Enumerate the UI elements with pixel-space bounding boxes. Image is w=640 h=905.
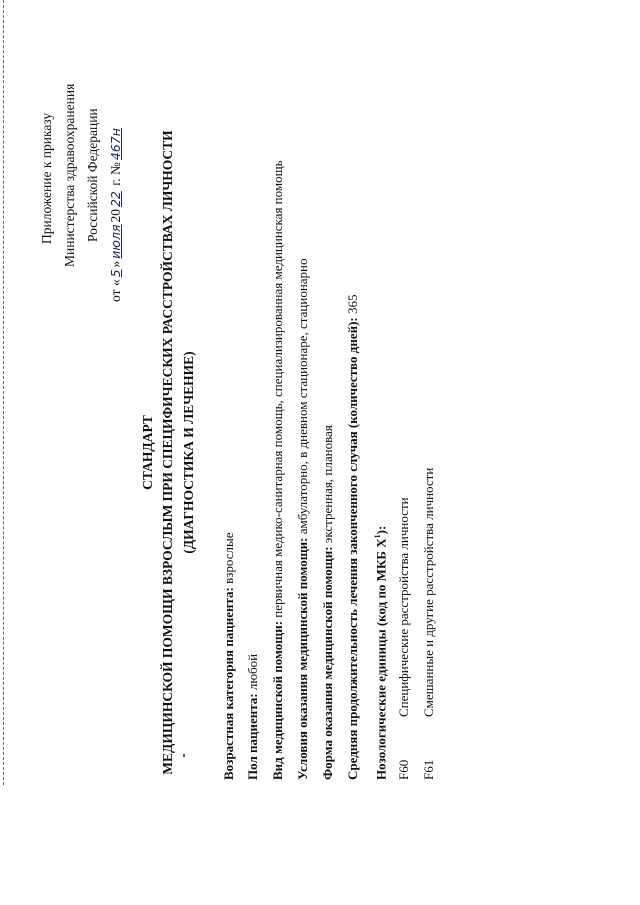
field-label: Вид медицинской помощи: (270, 620, 285, 780)
order-year-handwritten: 22 (108, 191, 123, 208)
nosology-label-end: ): (373, 525, 389, 535)
appendix-order-line (108, 126, 124, 302)
scan-edge-line (3, 0, 4, 785)
field-value: экстренная, плановая (320, 425, 335, 544)
nosology-description: Специфические расстройства личности (396, 497, 411, 717)
appendix-line-3: Российской Федерации (85, 108, 100, 242)
title-main: МЕДИЦИНСКОЙ ПОМОЩИ ВЗРОСЛЫМ ПРИ СПЕЦИФИЧЕСКИХ РАССТРОЙСТВАХ ЛИЧНОСТИ (160, 130, 175, 775)
field-label: Возрастная категория пациента: (221, 587, 236, 780)
field-value: амбулаторно, в дневном стационаре, стационарно (295, 258, 310, 535)
field-treatment-duration (345, 295, 361, 780)
field-value: 365 (345, 294, 360, 315)
nosology-code: F61 (421, 759, 436, 780)
field-label: Средняя продолжительность лечения законченного случая (количество дней): (345, 317, 360, 780)
order-number-prefix: г. № (108, 162, 123, 186)
appendix-line-1: Приложение к приказу (39, 112, 54, 244)
field-label: Условия оказания медицинской помощи: (295, 537, 310, 780)
title-subtitle: (ДИАГНОСТИКА И ЛЕЧЕНИЕ) (181, 351, 196, 554)
order-day-close: » (108, 260, 123, 268)
field-value: взрослые (221, 532, 236, 584)
title-standard: СТАНДАРТ (140, 415, 155, 490)
field-value: любой (245, 653, 260, 691)
field-age-category (221, 533, 237, 780)
order-number-handwritten: 467н (108, 128, 123, 161)
field-care-form (320, 425, 336, 780)
field-patient-sex (245, 654, 261, 780)
order-month-handwritten: июля (108, 224, 123, 259)
field-label: Форма оказания медицинской помощи: (320, 546, 335, 780)
order-year-prefix: 20 (108, 209, 123, 223)
order-day-handwritten: 5 (108, 269, 123, 278)
field-label: Пол пациента: (245, 693, 260, 780)
field-care-type (270, 160, 286, 780)
order-date-prefix: от « (108, 279, 123, 302)
nosology-label: Нозологические единицы (код по МКБ X (373, 538, 389, 780)
nosology-heading (370, 526, 389, 780)
nosology-code: F60 (396, 759, 411, 780)
appendix-line-2: Министерства здравоохранения (62, 83, 77, 267)
footnote-marker: 1 (373, 534, 382, 539)
field-care-conditions (295, 258, 311, 780)
field-value: первичная медико-санитарная помощь, специализированная медицинская помощь (270, 160, 285, 618)
scan-speck (183, 754, 185, 757)
nosology-description: Смешанные и другие расстройства личности (421, 467, 436, 717)
